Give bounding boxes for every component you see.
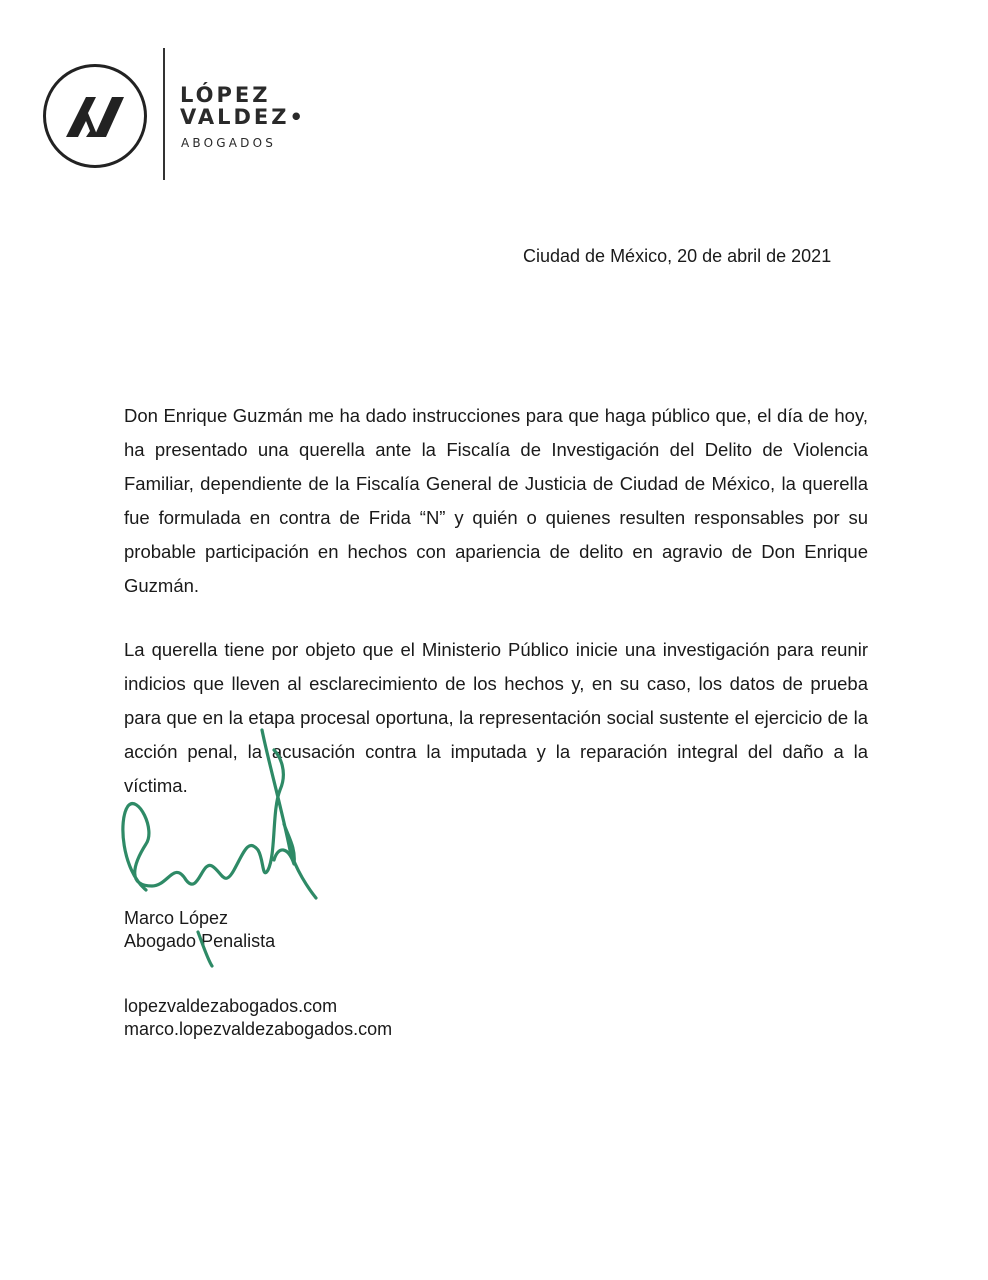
lv-monogram-icon [64, 91, 128, 143]
logo-circle [43, 64, 147, 168]
firm-name-line2: VALDEZ [180, 105, 290, 129]
logo-divider [163, 48, 165, 180]
body-paragraph-2: La querella tiene por objeto que el Ministerio Público inicie una investigación para reunir indicios que lleven al esclarecimiento de los hechos y, en su caso, los datos de prueba para que en la etapa procesal oportuna, la representación social sustente el ejercicio de la acción penal, la acusación contra la imputada y la reparación integral del daño a la víctima. [124, 639, 868, 796]
firm-name [180, 84, 306, 128]
firm-name-dot: • [289, 105, 306, 129]
firm-name-line1: LÓPEZ [180, 83, 271, 107]
letter-date: Ciudad de México, 20 de abril de 2021 [523, 246, 832, 266]
letterhead [40, 48, 340, 184]
firm-subtitle: ABOGADOS [181, 136, 277, 150]
website-link[interactable]: lopezvaldezabogados.com [124, 996, 338, 1016]
body-paragraph-1: Don Enrique Guzmán me ha dado instrucciones para que haga público que, el día de hoy, ha presentado una querella ante la Fiscalía de Investigación del Delito de Violencia Familiar, dependiente de la Fiscalía General de Justicia de Ciudad de México, la querella fue formulada en contra de Frida “N” y quién o quienes resulten responsables por su probable participación en hechos con apariencia de delito en agravio de Don Enrique Guzmán. [124, 405, 868, 596]
signer-name: Marco López [124, 908, 229, 928]
email-link[interactable]: marco.lopezvaldezabogados.com [124, 1019, 393, 1039]
signer-title: Abogado Penalista [124, 931, 276, 951]
